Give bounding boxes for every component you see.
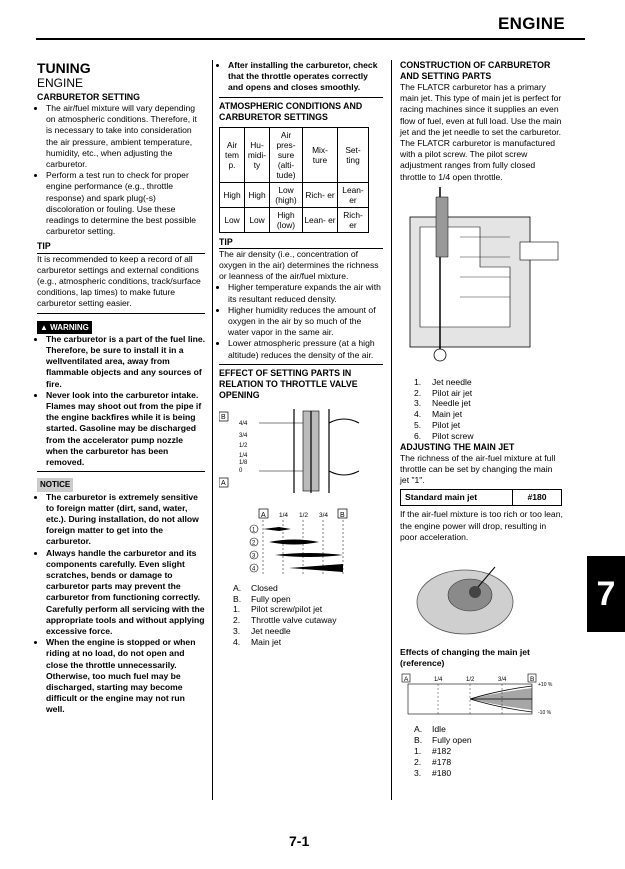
legend-item: 5. Pilot jet <box>414 420 461 431</box>
intro-list <box>219 60 383 94</box>
throttle-slide <box>436 197 448 257</box>
chart-label: B <box>530 676 535 684</box>
atmospheric-table <box>219 127 369 233</box>
list-item: • Lower atmospheric pressure (at a high altitude) reduces the density of the air. <box>228 338 383 360</box>
legend-item: 3. #180 <box>414 767 452 778</box>
parts-legend <box>400 377 563 442</box>
cutaway-range <box>269 539 319 544</box>
atmospheric-heading: ATMOSPHERIC CONDITIONS AND CARBURETOR SETTINGS <box>219 100 363 122</box>
throttle-valve-diagram <box>219 405 383 499</box>
legend-item: A. Idle <box>414 724 446 735</box>
main-jet-heading: ADJUSTING THE MAIN JET <box>400 441 515 452</box>
main-jet-range <box>289 564 343 572</box>
mark-label: 0 <box>239 467 243 474</box>
chart-label: -10 % <box>538 710 552 717</box>
table-cell: High (low) <box>270 207 303 232</box>
warning-icon: ▲ <box>40 322 48 332</box>
legend-item: 4. Main jet <box>233 636 282 647</box>
section-title: ENGINE <box>498 14 565 33</box>
chart-label: A <box>261 511 266 519</box>
chart-label: 1/2 <box>299 511 309 519</box>
chart-label: 3/4 <box>498 677 507 684</box>
table-row <box>401 490 562 506</box>
list-item: • Never look into the carburetor intake. Flames may shoot out from the pipe if the engine backfires while it is being started. Gasoline may be discharged from the accelerator pump nozzle when the carburetor has been removed. <box>46 390 205 468</box>
legend-item: 3. Jet needle <box>233 626 291 637</box>
parts-effect-chart <box>219 507 383 577</box>
main-jet-fitting <box>469 586 481 598</box>
list-item: • The carburetor is a part of the fuel line. Therefore, be sure to install it in a wellventilated area, away from flammable objects and any sources of fire. <box>46 334 205 390</box>
inlet-tube <box>520 242 558 260</box>
legend-item: 6. Pilot screw <box>414 430 474 441</box>
warning-list <box>37 334 205 468</box>
page-title: TUNING <box>37 60 91 76</box>
page-subtitle: ENGINE <box>37 76 84 90</box>
main-jet-photo <box>400 547 550 643</box>
table-cell: High <box>220 182 245 207</box>
carb-setting-list <box>37 103 205 237</box>
table-cell: #180 <box>513 490 562 506</box>
column-2 <box>219 60 383 648</box>
table-header-cell: Set- ting <box>338 127 369 182</box>
list-item: • After installing the carburetor, check that the throttle operates correctly and opens and closes smoothly. <box>228 60 383 94</box>
construction-text: The FLATCR carburetor has a primary main jet. This type of main jet is perfect for racing machines since it supplies an even flow of fuel, even at full load. Use the main jet and the jet needle to set the carburetor. <box>400 82 562 137</box>
effect-legend <box>219 583 383 648</box>
table-row <box>220 182 369 207</box>
legend-item: 4. Main jet <box>414 409 463 420</box>
table-cell: Low (high) <box>270 182 303 207</box>
effects-heading: Effects of changing the main jet (reference) <box>400 647 530 669</box>
table-header-cell: Air pres- sure (alti- tude) <box>270 127 303 182</box>
chart-label: A <box>404 676 409 684</box>
row-number: 3 <box>252 553 256 560</box>
table-cell: Rich- er <box>303 182 338 207</box>
list-item: • The air/fuel mixture will vary depending on atmospheric conditions. Therefore, it is necessary to take into consideration the air pressure, ambient temperature, humidity, etc., when adjusting the carburetor. <box>46 103 205 170</box>
divider <box>37 313 205 314</box>
legend-item: 1. Pilot screw/pilot jet <box>233 604 323 615</box>
chapter-tab: 7 <box>587 556 625 632</box>
divider <box>219 97 383 98</box>
legend-item: 2. Pilot air jet <box>414 387 473 398</box>
mark-label: 3/4 <box>239 432 248 439</box>
mark-label: 1/4 <box>239 452 248 459</box>
warning-label: WARNING <box>50 322 89 332</box>
table-header-row <box>220 127 369 182</box>
venturi-curve <box>329 419 359 475</box>
table-cell: Standard main jet <box>401 490 513 506</box>
effects-legend <box>400 724 563 778</box>
chart-label: 1/2 <box>466 677 475 684</box>
tip-list <box>219 282 383 360</box>
legend-item: A. Closed <box>233 582 278 593</box>
legend-item: 1. Jet needle <box>414 376 472 387</box>
effect-heading: EFFECT OF SETTING PARTS IN RELATION TO THROTTLE VALVE OPENING <box>219 367 358 400</box>
mark-label: 1/2 <box>239 442 248 449</box>
page-number: 7-1 <box>289 833 310 849</box>
mark-label: 4/4 <box>239 420 248 427</box>
table-cell: Low <box>245 207 270 232</box>
header-rule <box>36 38 585 40</box>
divider <box>219 364 383 365</box>
column-divider <box>212 60 213 800</box>
list-item: • Always handle the carburetor and its components carefully. Even slight scratches, bends or damage to carburetor parts may prevent the carburetor from functioning correctly. Carefully perform all servicing with the appropriate tools and without applying excessive force. <box>46 548 205 638</box>
standard-main-jet-table <box>400 489 562 506</box>
mark-label: 1/8 <box>239 459 248 466</box>
construction-heading: CONSTRUCTION OF CARBURETOR AND SETTING PARTS <box>400 60 551 81</box>
row-number: 4 <box>252 566 256 573</box>
main-jet-text: The richness of the air-fuel mixture at full throttle can be set by changing the main jet "1". <box>400 452 556 486</box>
row-number: 1 <box>252 527 256 534</box>
carburetor-cross-section <box>400 187 563 377</box>
divider <box>37 471 205 472</box>
legend-item: B. Fully open <box>233 593 291 604</box>
chart-label: 1/4 <box>434 677 443 684</box>
list-item: • Higher temperature expands the air with its resultant reduced density. <box>228 282 383 304</box>
chart-label: B <box>340 511 345 519</box>
row-number: 2 <box>252 540 256 547</box>
table-cell: Low <box>220 207 245 232</box>
legend-item: 2. Throttle valve cutaway <box>233 615 337 626</box>
notice-list <box>37 492 205 716</box>
tip-label: TIP <box>37 241 205 253</box>
tip-text: It is recommended to keep a record of all carburetor settings and external conditions (e.g., atmospheric conditions, track/surface conditions, lap times) to make future carburetor setting easier. <box>37 253 201 309</box>
column-divider <box>391 60 392 800</box>
list-item: • The carburetor is extremely sensitive to foreign matter (dirt, sand, water, etc.). During installation, do not allow foreign matter to get into the carburetor. <box>46 492 205 548</box>
list-item: • Higher humidity reduces the amount of oxygen in the air by so much of the water vapor in the same air. <box>228 305 383 339</box>
construction-text: The FLATCR carburetor is manufactured with a pilot screw. The pilot screw adjustment ranges from fully closed throttle to 1/4 open throttle. <box>400 138 556 182</box>
chart-label: +10 % <box>538 682 553 689</box>
pilot-range <box>263 527 291 531</box>
legend-item: 1. #182 <box>414 746 452 757</box>
main-jet-text: If the air-fuel mixture is too rich or too lean, the engine power will drop, resulting in poor acceleration. <box>400 509 563 542</box>
table-cell: Lean- er <box>303 207 338 232</box>
chart-label: 1/4 <box>279 511 289 519</box>
needle-range <box>275 553 343 557</box>
table-cell: Rich- er <box>338 207 369 232</box>
main-jet-effects-chart <box>400 672 563 718</box>
column-3 <box>400 60 563 778</box>
tip-text: The air density (i.e., concentration of oxygen in the air) determines the richness or leanness of the air/fuel mixture. <box>219 248 379 282</box>
table-cell: Lean- er <box>338 182 369 207</box>
carb-setting-heading: CARBURETOR SETTING <box>37 92 140 102</box>
list-item: • Perform a test run to check for proper engine performance (e.g., throttle response) and spark plug(-s) discoloration or fouling. Use these readings to determine the best possible carburetor setting. <box>46 170 205 237</box>
diagram-label-b: B <box>221 413 226 421</box>
tip-label: TIP <box>219 237 383 249</box>
legend-item: 2. #178 <box>414 756 452 767</box>
list-item: • When the engine is stopped or when riding at no load, do not open and close the throttle unnecessarily. Otherwise, too much fuel may be discharged, starting may become difficult or the engine may not run well. <box>46 637 205 715</box>
notice-label: NOTICE <box>37 478 73 491</box>
table-row <box>220 207 369 232</box>
table-cell: High <box>245 182 270 207</box>
table-header-cell: Mix- ture <box>303 127 338 182</box>
column-1 <box>37 60 205 716</box>
diagram-label-a: A <box>221 479 226 487</box>
chart-label: 3/4 <box>319 511 329 519</box>
table-header-cell: Air tem p. <box>220 127 245 182</box>
warning-badge <box>37 321 92 334</box>
legend-item: B. Fully open <box>414 735 472 746</box>
float-bowl-jet <box>434 349 446 361</box>
table-header-cell: Hu- midi- ty <box>245 127 270 182</box>
legend-item: 3. Needle jet <box>414 398 471 409</box>
